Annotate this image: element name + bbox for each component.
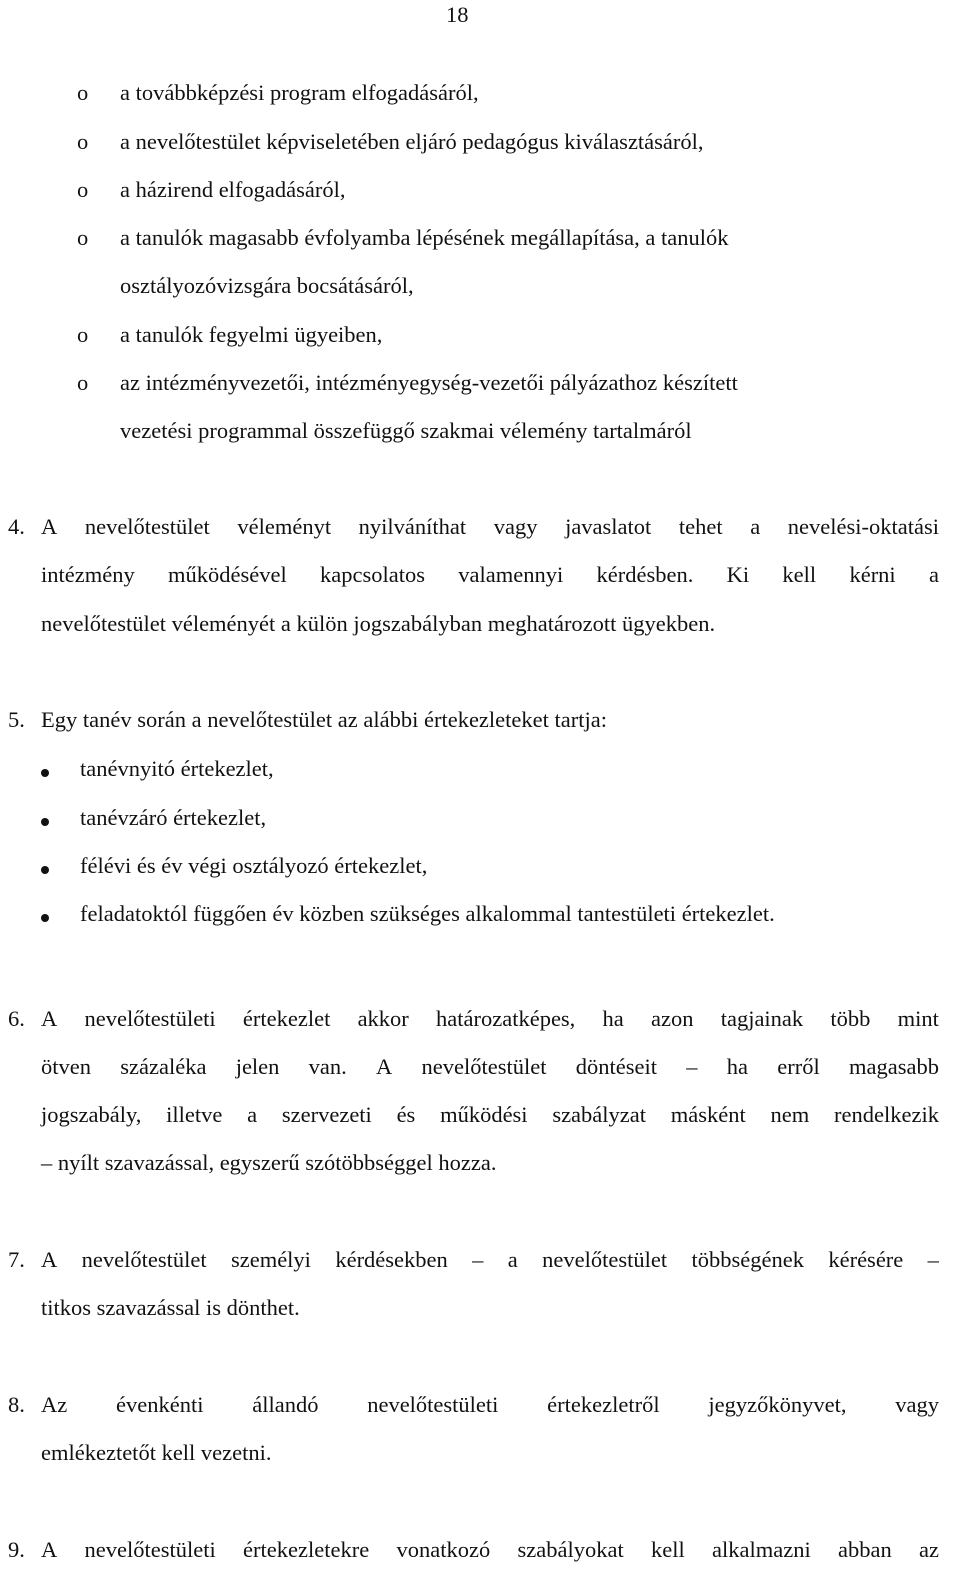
bullet-item: félévi és év végi osztályozó értekezlet, — [80, 853, 428, 878]
paragraph-line: Az évenkénti állandó nevelőtestületi értekezletről jegyzőkönyvet, vagy — [41, 1392, 939, 1417]
paragraph-line: A nevelőtestület személyi kérdésekben – a nevelőtestület többségének kérésére – — [41, 1247, 939, 1272]
paragraph-line: – nyílt szavazással, egyszerű szótöbbséggel hozza. — [41, 1150, 497, 1175]
list-item-text: a házirend elfogadásáról, — [120, 177, 346, 202]
list-marker: o — [77, 80, 89, 105]
list-item-text: az intézményvezetői, intézményegység-vezetői pályázathoz készített — [120, 370, 738, 395]
page-number: 18 — [446, 2, 469, 27]
bullet-icon — [41, 866, 49, 874]
paragraph-number: 8. — [8, 1392, 25, 1417]
paragraph-line: ötven százaléka jelen van. A nevelőtestület döntéseit – ha erről magasabb — [41, 1054, 939, 1079]
list-item-text: a tanulók magasabb évfolyamba lépésének megállapítása, a tanulók — [120, 225, 729, 250]
list-item-text: osztályozóvizsgára bocsátásáról, — [120, 273, 414, 298]
list-marker: o — [77, 322, 89, 347]
paragraph-line: intézmény működésével kapcsolatos valamennyi kérdésben. Ki kell kérni a — [41, 562, 939, 587]
bullet-icon — [41, 818, 49, 826]
list-marker: o — [77, 225, 89, 250]
list-marker: o — [77, 177, 89, 202]
bullet-item: feladatoktól függően év közben szükséges alkalommal tantestületi értekezlet. — [80, 901, 775, 926]
bullet-icon — [41, 769, 49, 777]
paragraph-number: 7. — [8, 1247, 25, 1272]
paragraph-line: titkos szavazással is dönthet. — [41, 1295, 300, 1320]
bullet-icon — [41, 914, 49, 922]
list-item-text: a tanulók fegyelmi ügyeiben, — [120, 322, 383, 347]
list-item-text: a továbbképzési program elfogadásáról, — [120, 80, 479, 105]
paragraph-line: A nevelőtestületi értekezletekre vonatkozó szabályokat kell alkalmazni abban az — [41, 1537, 939, 1562]
paragraph-line: jogszabály, illetve a szervezeti és működési szabályzat másként nem rendelkezik — [41, 1102, 939, 1127]
bullet-item: tanévnyitó értekezlet, — [80, 756, 274, 781]
paragraph-line: nevelőtestület véleményét a külön jogszabályban meghatározott ügyekben. — [41, 611, 716, 636]
paragraph-line: A nevelőtestület véleményt nyilváníthat vagy javaslatot tehet a nevelési-oktatási — [41, 514, 939, 539]
paragraph-number: 4. — [8, 514, 25, 539]
paragraph-line: A nevelőtestületi értekezlet akkor határozatképes, ha azon tagjainak több mint — [41, 1006, 939, 1031]
list-marker: o — [77, 370, 89, 395]
paragraph-number: 9. — [8, 1537, 25, 1562]
list-item-text: a nevelőtestület képviseletében eljáró pedagógus kiválasztásáról, — [120, 129, 704, 154]
paragraph-line: emlékeztetőt kell vezetni. — [41, 1440, 272, 1465]
paragraph-number: 5. — [8, 707, 25, 732]
paragraph-line: Egy tanév során a nevelőtestület az alábbi értekezleteket tartja: — [41, 707, 607, 732]
bullet-item: tanévzáró értekezlet, — [80, 805, 267, 830]
list-item-text: vezetési programmal összefüggő szakmai vélemény tartalmáról — [120, 418, 692, 443]
paragraph-number: 6. — [8, 1006, 25, 1031]
list-marker: o — [77, 129, 89, 154]
